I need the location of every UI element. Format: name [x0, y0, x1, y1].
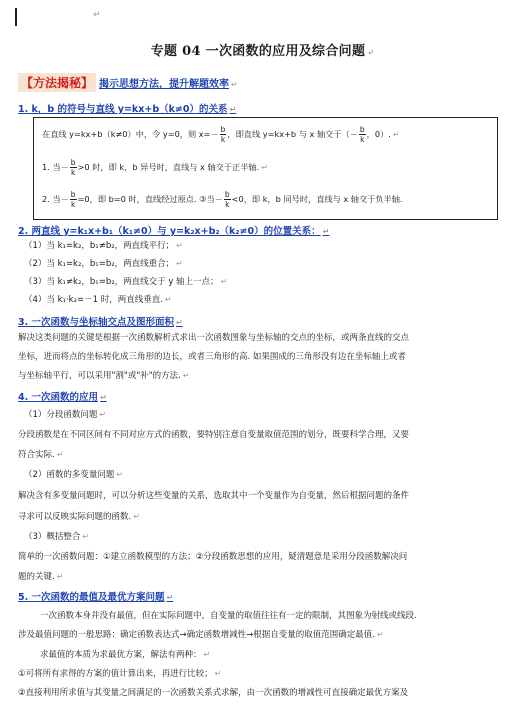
- box-line-1: 在直线 y=kx+b（k≠0）中，令 y=0，则 x=－ $\frac{b}{k}$ ，即直线 y=kx+b 与 x 轴交于（－ $\frac{b}{k}$ ，0）. ↵: [42, 125, 400, 144]
- section-2-heading: 2. 两直线 y=k₁x+b₁（k₁≠0）与 y=k₂x+b₂（k₂≠0）的位置关系： ↵: [18, 226, 330, 237]
- list-item: （4）当 k₁·k₂=－1 时，两直线垂直. ↵: [24, 295, 172, 305]
- paragraph-line: 坐标，进而将点的坐标转化成三角形的边长，或者三角形的高. 如果围成的三角形没有边在坐标轴上或者: [18, 352, 406, 362]
- paragraph-mark-icon: ↵: [367, 47, 375, 57]
- section-3-heading: 3. 一次函数与坐标轴交点及图形面积 ↵: [18, 317, 183, 328]
- fraction: $\frac{b}{k}$: [220, 125, 226, 144]
- section-5-heading: 5. 一次函数的最值及最优方案问题 ↵: [18, 592, 174, 603]
- paragraph-line: （1）分段函数问题 ↵: [24, 410, 107, 420]
- document-title: [0, 40, 525, 59]
- text-cursor: [15, 8, 17, 26]
- paragraph-mark-icon: ↵: [231, 80, 238, 89]
- method-subtitle: 揭示思想方法，提升解题效率: [99, 79, 230, 90]
- paragraph-line: 与坐标轴平行，可以采用"割"或"补"的方法. ↵: [18, 371, 190, 381]
- paragraph-line: 简单的一次函数问题：①建立函数模型的方法；②分段函数思想的应用，疑清题意是采用分段函数解决问: [18, 552, 408, 562]
- box-line-2: 1. 当－ $\frac{b}{k}$ >0 时，即 k，b 异号时，直线与 x 轴交于正半轴. ↵: [42, 158, 268, 177]
- paragraph-mark-icon: ↵: [229, 105, 237, 114]
- paragraph-line: ①可将所有求得的方案的值计算出来，再进行比较； ↵: [18, 669, 222, 679]
- fraction: $\frac{b}{k}$: [70, 190, 76, 209]
- section-4-heading: 4. 一次函数的应用 ↵: [18, 392, 107, 403]
- section-1-box: [33, 117, 498, 220]
- paragraph-mark-icon: ↵: [93, 10, 101, 20]
- box-line-3: 2. 当－ $\frac{b}{k}$ =0，即 b=0 时，直线经过原点. ③当－ $\frac{b}{k}$ <0，即 k，b 同号时，直线与 x 轴交于负半轴.: [42, 190, 403, 209]
- fraction: $\frac{b}{k}$: [359, 125, 365, 144]
- method-label: 【方法揭秘】: [18, 73, 96, 92]
- paragraph-line: 解决含有多变量问题时，可以分析这些变量的关系，选取其中一个变量作为自变量，然后根据问题的条件: [18, 491, 410, 501]
- paragraph-line: 寻求可以反映实际问题的函数. ↵: [18, 512, 140, 522]
- paragraph-line: 一次函数本身并没有最值，但在实际问题中，自变量的取值往往有一定的限制，其图象为射线或线段.: [40, 611, 417, 621]
- title-text: 专题 04 一次函数的应用及综合问题: [150, 44, 366, 59]
- fraction: $\frac{b}{k}$: [224, 190, 230, 209]
- fraction: $\frac{b}{k}$: [70, 158, 76, 177]
- paragraph-line: 解决这类问题的关键是根据一次函数解析式求出一次函数图象与坐标轴的交点的坐标，或两条直线的交点: [18, 333, 410, 343]
- list-item: （3）当 k₁≠k₂，b₁=b₂，两直线交于 y 轴上一点； ↵: [24, 277, 228, 287]
- section-1-heading: 1. k，b 的符号与直线 y=kx+b（k≠0）的关系 ↵: [18, 104, 237, 115]
- paragraph-line: 符合实际. ↵: [18, 450, 64, 460]
- list-item: （1）当 k₁=k₂，b₁≠b₂，两直线平行； ↵: [24, 241, 183, 251]
- paragraph-line: 题的关键. ↵: [18, 572, 64, 582]
- paragraph-line: （3）概括整合 ↵: [24, 532, 90, 542]
- paragraph-line: ②直接利用所求值与其变量之间满足的一次函数关系式求解，由一次函数的增减性可直接确定最优方案及: [18, 688, 409, 698]
- paragraph-line: （2）函数的多变量问题 ↵: [24, 470, 124, 480]
- paragraph-line: 求最值的本质为求最优方案，解法有两种： ↵: [40, 650, 211, 660]
- list-item: （2）当 k₁=k₂，b₁=b₂，两直线重合； ↵: [24, 259, 183, 269]
- paragraph-line: 分段函数是在不同区间有不同对应方式的函数，要特别注意自变量取值范围的划分，既要科学合理，又要: [18, 430, 410, 440]
- method-header: [18, 73, 238, 92]
- paragraph-line: 涉及最值问题的一般思路：确定函数表达式→确定函数增减性→根据自变量的取值范围确定最值. ↵: [18, 630, 384, 640]
